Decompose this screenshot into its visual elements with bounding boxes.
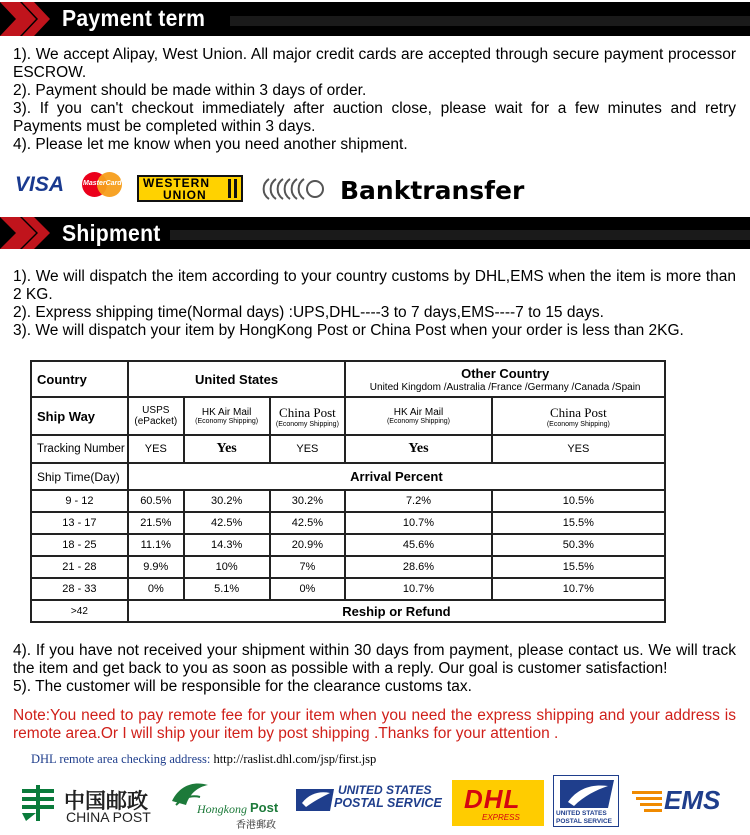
wireless-waves-icon bbox=[258, 176, 326, 202]
table-row bbox=[31, 534, 665, 556]
table-row bbox=[31, 490, 665, 512]
payment-term-item: 2). Payment should be made within 3 days of order. bbox=[13, 82, 367, 99]
percent-cell: 30.2% bbox=[270, 490, 346, 512]
payment-logos bbox=[0, 168, 750, 216]
usps-small-logo: UNITED STATES POSTAL SERVICE bbox=[553, 775, 619, 827]
hongkong-post-en: Hongkong bbox=[197, 802, 247, 816]
banktransfer-label: Banktransfer bbox=[340, 176, 525, 205]
percent-cell: 10.5% bbox=[492, 490, 665, 512]
payment-term-item: 4). Please let me know when you need another shipment. bbox=[13, 136, 408, 153]
dhl-check-label: DHL remote area checking address: bbox=[31, 752, 211, 766]
hongkong-post-cn: 香港郵政 bbox=[236, 820, 276, 831]
percent-cell: 10% bbox=[184, 556, 270, 578]
tracking-cell: YES bbox=[492, 435, 665, 463]
arrival-percent-header: Arrival Percent bbox=[128, 463, 665, 490]
ship-time-header: Ship Time(Day) bbox=[31, 463, 128, 490]
tracking-cell: Yes bbox=[345, 435, 491, 463]
shipment-term-item: 1). We will dispatch the item according to your country customs by DHL,EMS when the item is more than 2 KG. bbox=[13, 268, 736, 303]
us-header: United States bbox=[128, 361, 345, 397]
china-post-en: CHINA POST bbox=[66, 809, 151, 825]
percent-cell: 9.9% bbox=[128, 556, 184, 578]
hk-airmail-cell: HK Air Mail (Economy Shipping) bbox=[184, 397, 270, 435]
shipment-banner bbox=[0, 217, 750, 249]
tracking-cell: YES bbox=[128, 435, 184, 463]
hongkong-post-en2: Post bbox=[250, 800, 279, 815]
other-country-header: Other Country United Kingdom /Australia /France /Germany /Canada /Spain bbox=[345, 361, 665, 397]
china-post-cell: China Post (Economy Shipping) bbox=[270, 397, 346, 435]
shipment-term-item: 3). We will dispatch your item by HongKong Post or China Post when your order is less than 2KG. bbox=[13, 322, 684, 339]
usps-cell: USPS (ePacket) bbox=[128, 397, 184, 435]
percent-cell: 15.5% bbox=[492, 556, 665, 578]
percent-cell: 15.5% bbox=[492, 512, 665, 534]
shipment-term-item: 4). If you have not received your shipment within 30 days from payment, please contact us. We will track the item and get back to you as soon as possible with a reply. Our goal is customer satisfaction! bbox=[13, 642, 736, 677]
percent-cell: 42.5% bbox=[270, 512, 346, 534]
usps-line2: POSTAL SERVICE bbox=[334, 796, 442, 810]
hk-airmail-cell: HK Air Mail (Economy Shipping) bbox=[345, 397, 491, 435]
days-cell: >42 bbox=[31, 600, 128, 622]
dhl-logo: DHL EXPRESS bbox=[452, 780, 544, 826]
other-country-list: United Kingdom /Australia /France /Germany /Canada /Spain bbox=[369, 381, 641, 393]
china-post-cn: 中国邮政 bbox=[64, 789, 148, 813]
days-cell: 13 - 17 bbox=[31, 512, 128, 534]
percent-cell: 21.5% bbox=[128, 512, 184, 534]
visa-logo: VISA bbox=[15, 173, 65, 196]
shipment-title: Shipment bbox=[62, 220, 161, 246]
shipment-terms-top bbox=[13, 268, 736, 340]
shipment-term-item: 5). The customer will be responsible for the clearance customs tax. bbox=[13, 678, 472, 695]
usps-eagle-icon bbox=[560, 780, 614, 808]
country-header: Country bbox=[31, 361, 128, 397]
percent-cell: 0% bbox=[270, 578, 346, 600]
usps-line1: UNITED STATES bbox=[338, 783, 432, 797]
chevron-icon bbox=[0, 217, 62, 249]
table-row bbox=[31, 512, 665, 534]
days-cell: 9 - 12 bbox=[31, 490, 128, 512]
payment-terms-list bbox=[13, 46, 736, 154]
usps-eagle-icon bbox=[296, 785, 334, 811]
days-cell: 28 - 33 bbox=[31, 578, 128, 600]
ems-wing-icon bbox=[632, 789, 668, 815]
percent-cell: 45.6% bbox=[345, 534, 491, 556]
percent-cell: 7% bbox=[270, 556, 346, 578]
ship-way-header: Ship Way bbox=[31, 397, 128, 435]
china-post-emblem-icon bbox=[18, 783, 58, 823]
table-row bbox=[31, 578, 665, 600]
tracking-cell: Yes bbox=[184, 435, 270, 463]
percent-cell: 5.1% bbox=[184, 578, 270, 600]
mastercard-logo: MasterCard bbox=[82, 172, 122, 197]
percent-cell: 14.3% bbox=[184, 534, 270, 556]
dhl-check-url[interactable]: http://raslist.dhl.com/jsp/first.jsp bbox=[213, 752, 377, 766]
payment-term-item: 3). If you can't checkout immediately after auction close, please wait for a few minutes and retry Payments must be completed within 3 days. bbox=[13, 100, 736, 135]
percent-cell: 0% bbox=[128, 578, 184, 600]
tracking-cell: YES bbox=[270, 435, 346, 463]
shipment-term-item: 2). Express shipping time(Normal days) :UPS,DHL----3 to 7 days,EMS----7 to 15 days. bbox=[13, 304, 604, 321]
days-cell: 21 - 28 bbox=[31, 556, 128, 578]
percent-cell: 20.9% bbox=[270, 534, 346, 556]
tracking-header: Tracking Number bbox=[31, 435, 128, 463]
china-post-cell: China Post (Economy Shipping) bbox=[492, 397, 665, 435]
table-row bbox=[31, 600, 665, 622]
western-union-logo: WESTERN UNION bbox=[137, 175, 243, 202]
shipment-terms-bottom bbox=[13, 642, 736, 696]
percent-cell: 30.2% bbox=[184, 490, 270, 512]
percent-cell: 10.7% bbox=[345, 578, 491, 600]
percent-cell: 10.7% bbox=[345, 512, 491, 534]
remote-fee-note: Note:You need to pay remote fee for your item when you need the express shipping and your address is remote area.Or I will ship your item by post shipping .Thanks for your attention . bbox=[13, 707, 736, 742]
payment-term-banner bbox=[0, 2, 750, 36]
days-cell: 18 - 25 bbox=[31, 534, 128, 556]
percent-cell: 60.5% bbox=[128, 490, 184, 512]
percent-cell: 7.2% bbox=[345, 490, 491, 512]
percent-cell: 28.6% bbox=[345, 556, 491, 578]
percent-cell: 11.1% bbox=[128, 534, 184, 556]
carrier-logos bbox=[0, 775, 750, 831]
ems-logo: EMS bbox=[664, 785, 721, 815]
percent-cell: 50.3% bbox=[492, 534, 665, 556]
shipping-table bbox=[30, 360, 666, 623]
reship-refund-cell: Reship or Refund bbox=[128, 600, 665, 622]
percent-cell: 42.5% bbox=[184, 512, 270, 534]
payment-term-title: Payment term bbox=[62, 5, 206, 31]
table-row bbox=[31, 556, 665, 578]
chevron-icon bbox=[0, 2, 62, 36]
payment-term-item: 1). We accept Alipay, West Union. All major credit cards are accepted through secure payment processor ESCROW. bbox=[13, 46, 736, 81]
percent-cell: 10.7% bbox=[492, 578, 665, 600]
dhl-check-line bbox=[31, 752, 376, 767]
